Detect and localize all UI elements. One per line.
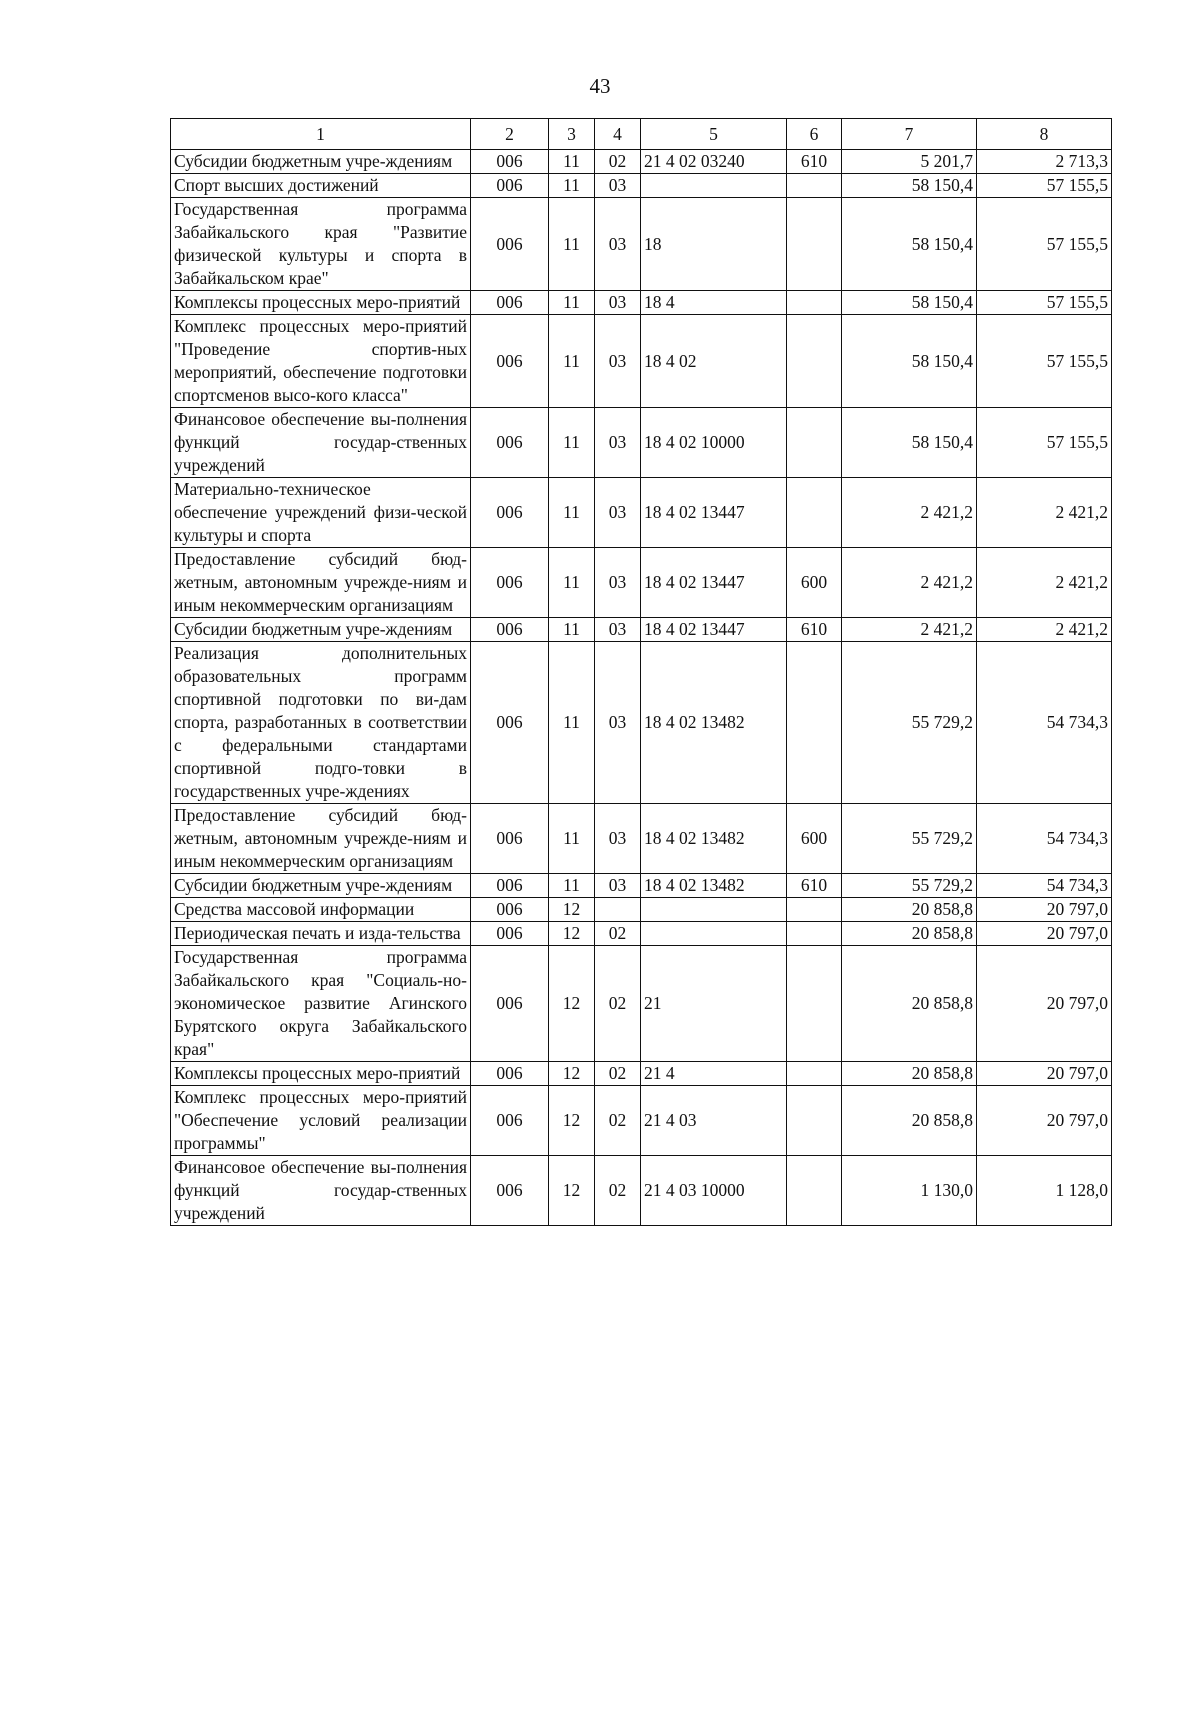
row-subsection-code: 03	[595, 408, 641, 478]
table-row	[171, 804, 1112, 874]
row-name-cell: Субсидии бюджетным учре-ждениям	[171, 874, 471, 898]
row-name-cell: Государственная программа Забайкальского края "Социаль-но-экономическое развитие Агинского Бурятского округа Забайкальского края"	[171, 946, 471, 1062]
row-target-code: 18	[641, 198, 787, 291]
row-expense-type: 610	[787, 618, 842, 642]
row-expense-type: 610	[787, 874, 842, 898]
row-amount-col8: 2 421,2	[977, 478, 1112, 548]
row-amount-col7: 20 858,8	[842, 898, 977, 922]
row-ministry-code: 006	[471, 1062, 549, 1086]
row-expense-type	[787, 408, 842, 478]
row-amount-col8: 20 797,0	[977, 1086, 1112, 1156]
row-amount-col8: 2 421,2	[977, 548, 1112, 618]
row-name-cell: Средства массовой информации	[171, 898, 471, 922]
row-subsection-code: 03	[595, 618, 641, 642]
row-subsection-code: 02	[595, 946, 641, 1062]
row-ministry-code: 006	[471, 642, 549, 804]
row-expense-type	[787, 642, 842, 804]
row-name-cell: Комплексы процессных меро-приятий	[171, 291, 471, 315]
row-ministry-code: 006	[471, 548, 549, 618]
row-ministry-code: 006	[471, 946, 549, 1062]
table-row	[171, 618, 1112, 642]
row-target-code: 21 4 03	[641, 1086, 787, 1156]
row-amount-col7: 55 729,2	[842, 804, 977, 874]
row-amount-col8: 1 128,0	[977, 1156, 1112, 1226]
row-ministry-code: 006	[471, 1156, 549, 1226]
table-row	[171, 408, 1112, 478]
row-section-code: 11	[549, 174, 595, 198]
row-amount-col8: 54 734,3	[977, 804, 1112, 874]
row-subsection-code: 02	[595, 1062, 641, 1086]
row-target-code: 18 4 02 13447	[641, 478, 787, 548]
row-name-cell: Финансовое обеспечение вы-полнения функций государ-ственных учреждений	[171, 1156, 471, 1226]
header-col-1: 1	[171, 119, 471, 150]
row-target-code: 18 4 02 13447	[641, 548, 787, 618]
row-amount-col8: 57 155,5	[977, 174, 1112, 198]
row-ministry-code: 006	[471, 408, 549, 478]
header-col-4: 4	[595, 119, 641, 150]
row-name-cell: Материально-техническое обеспечение учреждений физи-ческой культуры и спорта	[171, 478, 471, 548]
row-ministry-code: 006	[471, 150, 549, 174]
row-target-code: 18 4 02	[641, 315, 787, 408]
row-name-cell: Субсидии бюджетным учре-ждениям	[171, 618, 471, 642]
page-number: 43	[589, 74, 611, 98]
row-subsection-code: 03	[595, 291, 641, 315]
row-subsection-code: 02	[595, 1156, 641, 1226]
row-expense-type	[787, 1062, 842, 1086]
row-target-code: 21 4 03 10000	[641, 1156, 787, 1226]
row-target-code	[641, 922, 787, 946]
row-amount-col7: 1 130,0	[842, 1156, 977, 1226]
row-ministry-code: 006	[471, 922, 549, 946]
row-name-cell: Предоставление субсидий бюд-жетным, автономным учрежде-ниям и иным некоммерческим организациям	[171, 548, 471, 618]
row-amount-col7: 20 858,8	[842, 1086, 977, 1156]
row-subsection-code: 02	[595, 922, 641, 946]
table-row	[171, 291, 1112, 315]
row-ministry-code: 006	[471, 291, 549, 315]
table-row	[171, 198, 1112, 291]
row-section-code: 11	[549, 291, 595, 315]
row-ministry-code: 006	[471, 478, 549, 548]
row-amount-col8: 20 797,0	[977, 1062, 1112, 1086]
header-col-3: 3	[549, 119, 595, 150]
row-section-code: 12	[549, 1156, 595, 1226]
row-target-code: 18 4 02 10000	[641, 408, 787, 478]
row-section-code: 11	[549, 150, 595, 174]
row-target-code: 18 4 02 13482	[641, 642, 787, 804]
row-subsection-code: 03	[595, 174, 641, 198]
table-row	[171, 1086, 1112, 1156]
row-amount-col8: 2 713,3	[977, 150, 1112, 174]
row-amount-col8: 2 421,2	[977, 618, 1112, 642]
row-subsection-code: 03	[595, 478, 641, 548]
row-amount-col7: 58 150,4	[842, 291, 977, 315]
table-row	[171, 898, 1112, 922]
row-amount-col7: 5 201,7	[842, 150, 977, 174]
row-amount-col8: 20 797,0	[977, 922, 1112, 946]
row-amount-col7: 55 729,2	[842, 642, 977, 804]
row-name-cell: Спорт высших достижений	[171, 174, 471, 198]
header-col-7: 7	[842, 119, 977, 150]
row-target-code: 18 4 02 13482	[641, 874, 787, 898]
header-row	[171, 119, 1112, 150]
row-ministry-code: 006	[471, 898, 549, 922]
row-amount-col8: 20 797,0	[977, 946, 1112, 1062]
row-section-code: 12	[549, 898, 595, 922]
row-section-code: 11	[549, 408, 595, 478]
row-subsection-code: 02	[595, 1086, 641, 1156]
row-expense-type	[787, 922, 842, 946]
row-amount-col8: 57 155,5	[977, 198, 1112, 291]
row-ministry-code: 006	[471, 618, 549, 642]
row-expense-type: 600	[787, 548, 842, 618]
table-row	[171, 922, 1112, 946]
row-expense-type	[787, 946, 842, 1062]
row-amount-col7: 58 150,4	[842, 315, 977, 408]
row-amount-col7: 55 729,2	[842, 874, 977, 898]
row-subsection-code	[595, 898, 641, 922]
row-name-cell: Финансовое обеспечение вы-полнения функций государ-ственных учреждений	[171, 408, 471, 478]
budget-table	[170, 118, 1112, 1226]
row-section-code: 11	[549, 548, 595, 618]
header-col-6: 6	[787, 119, 842, 150]
header-col-8: 8	[977, 119, 1112, 150]
row-subsection-code: 03	[595, 874, 641, 898]
row-ministry-code: 006	[471, 804, 549, 874]
row-target-code	[641, 174, 787, 198]
row-target-code	[641, 898, 787, 922]
row-amount-col7: 58 150,4	[842, 174, 977, 198]
table-row	[171, 642, 1112, 804]
row-amount-col7: 2 421,2	[842, 478, 977, 548]
row-section-code: 12	[549, 922, 595, 946]
row-name-cell: Комплекс процессных меро-приятий "Проведение спортив-ных мероприятий, обеспечение подготовки спортсменов высо-кого класса"	[171, 315, 471, 408]
row-section-code: 11	[549, 642, 595, 804]
table-row	[171, 174, 1112, 198]
row-name-cell: Периодическая печать и изда-тельства	[171, 922, 471, 946]
row-expense-type: 610	[787, 150, 842, 174]
table-row	[171, 874, 1112, 898]
row-section-code: 12	[549, 1062, 595, 1086]
row-subsection-code: 03	[595, 548, 641, 618]
row-section-code: 11	[549, 618, 595, 642]
row-name-cell: Комплекс процессных меро-приятий "Обеспечение условий реализации программы"	[171, 1086, 471, 1156]
row-expense-type	[787, 198, 842, 291]
row-amount-col8: 57 155,5	[977, 315, 1112, 408]
row-expense-type	[787, 898, 842, 922]
row-expense-type: 600	[787, 804, 842, 874]
row-amount-col7: 2 421,2	[842, 618, 977, 642]
table-row	[171, 1062, 1112, 1086]
row-name-cell: Комплексы процессных меро-приятий	[171, 1062, 471, 1086]
row-amount-col8: 54 734,3	[977, 874, 1112, 898]
table-row	[171, 315, 1112, 408]
row-subsection-code: 03	[595, 315, 641, 408]
row-section-code: 12	[549, 946, 595, 1062]
row-name-cell: Государственная программа Забайкальского края "Развитие физической культуры и спорта в Забайкальском крае"	[171, 198, 471, 291]
row-amount-col7: 20 858,8	[842, 922, 977, 946]
row-amount-col8: 57 155,5	[977, 408, 1112, 478]
row-subsection-code: 03	[595, 804, 641, 874]
row-expense-type	[787, 174, 842, 198]
row-expense-type	[787, 1156, 842, 1226]
row-section-code: 11	[549, 804, 595, 874]
row-amount-col7: 2 421,2	[842, 548, 977, 618]
row-expense-type	[787, 315, 842, 408]
table-row	[171, 1156, 1112, 1226]
row-name-cell: Предоставление субсидий бюд-жетным, автономным учрежде-ниям и иным некоммерческим организациям	[171, 804, 471, 874]
row-name-cell: Реализация дополнительных образовательных программ спортивной подготовки по ви-дам спорта, разработанных в соответствии с федеральными стандартами спортивной подго-товки в государственных учре-ждениях	[171, 642, 471, 804]
row-ministry-code: 006	[471, 315, 549, 408]
row-amount-col8: 54 734,3	[977, 642, 1112, 804]
row-expense-type	[787, 478, 842, 548]
header-col-5: 5	[641, 119, 787, 150]
row-subsection-code: 03	[595, 198, 641, 291]
row-amount-col8: 20 797,0	[977, 898, 1112, 922]
table-header	[171, 119, 1112, 150]
table-row	[171, 150, 1112, 174]
row-amount-col7: 58 150,4	[842, 408, 977, 478]
row-subsection-code: 03	[595, 642, 641, 804]
row-amount-col7: 20 858,8	[842, 946, 977, 1062]
row-section-code: 11	[549, 874, 595, 898]
row-ministry-code: 006	[471, 874, 549, 898]
row-target-code: 18 4 02 13482	[641, 804, 787, 874]
row-expense-type	[787, 1086, 842, 1156]
row-section-code: 12	[549, 1086, 595, 1156]
row-amount-col7: 20 858,8	[842, 1062, 977, 1086]
row-ministry-code: 006	[471, 1086, 549, 1156]
table-row	[171, 548, 1112, 618]
row-target-code: 21 4 02 03240	[641, 150, 787, 174]
row-target-code: 18 4 02 13447	[641, 618, 787, 642]
table-body	[171, 150, 1112, 1226]
row-target-code: 21 4	[641, 1062, 787, 1086]
row-section-code: 11	[549, 315, 595, 408]
row-section-code: 11	[549, 198, 595, 291]
row-section-code: 11	[549, 478, 595, 548]
row-target-code: 18 4	[641, 291, 787, 315]
row-amount-col7: 58 150,4	[842, 198, 977, 291]
row-target-code: 21	[641, 946, 787, 1062]
row-expense-type	[787, 291, 842, 315]
table-row	[171, 478, 1112, 548]
row-subsection-code: 02	[595, 150, 641, 174]
row-amount-col8: 57 155,5	[977, 291, 1112, 315]
row-ministry-code: 006	[471, 198, 549, 291]
table-row	[171, 946, 1112, 1062]
row-name-cell: Субсидии бюджетным учре-ждениям	[171, 150, 471, 174]
row-ministry-code: 006	[471, 174, 549, 198]
header-col-2: 2	[471, 119, 549, 150]
